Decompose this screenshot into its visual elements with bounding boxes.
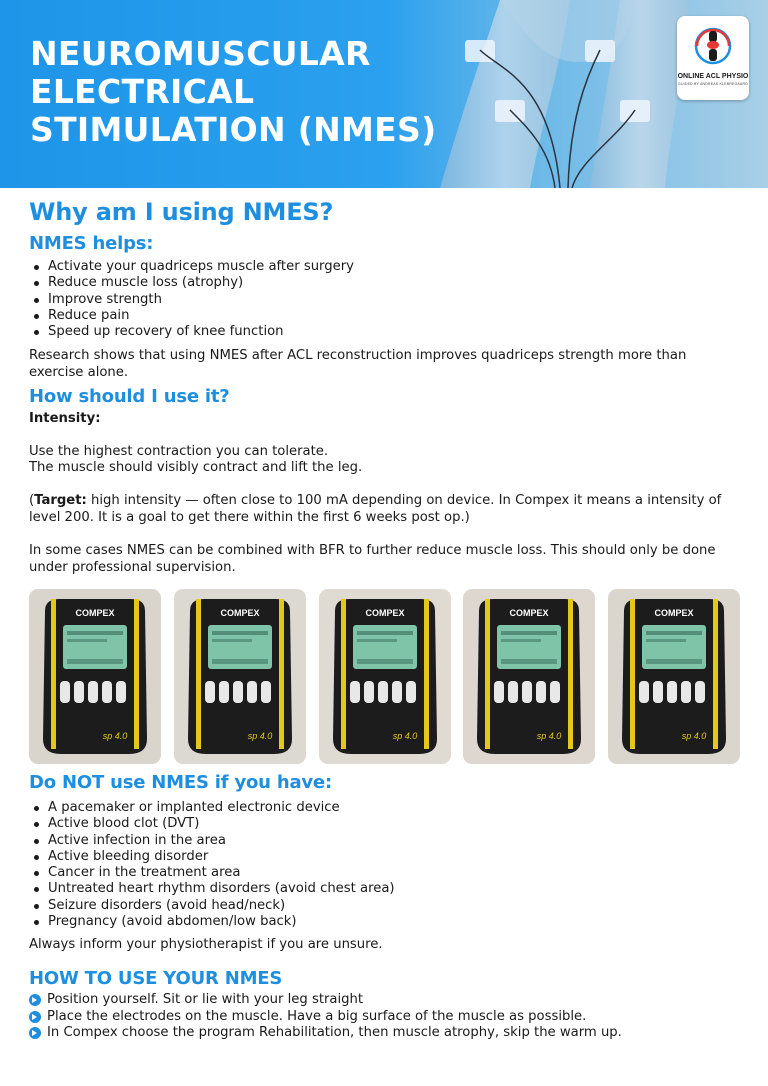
step-item xyxy=(29,1025,622,1042)
why-heading: Why am I using NMES? xyxy=(29,198,334,226)
list-item: Cancer in the treatment area xyxy=(29,865,395,881)
brand-label: COMPEX xyxy=(654,608,694,618)
list-item: Pregnancy (avoid abdomen/low back) xyxy=(29,914,395,930)
target-text xyxy=(29,493,741,526)
screen-line xyxy=(646,631,702,635)
device-button xyxy=(695,681,705,703)
list-item: Improve strength xyxy=(29,292,354,308)
list-item: Activate your quadriceps muscle after surgery xyxy=(29,259,354,275)
device-body xyxy=(43,599,147,754)
steps-heading: HOW TO USE YOUR NMES xyxy=(29,968,283,989)
device-button xyxy=(205,681,215,703)
screen-line xyxy=(646,639,686,642)
device-body xyxy=(477,599,581,754)
screen-line xyxy=(357,631,413,635)
device-button xyxy=(102,681,112,703)
research-text: Research shows that using NMES after ACL reconstruction improves quadriceps strength more than exercise alone. xyxy=(29,348,687,380)
device-button xyxy=(60,681,70,703)
device-button xyxy=(364,681,374,703)
device-button xyxy=(392,681,402,703)
device-stripe xyxy=(630,599,635,749)
step-item xyxy=(29,1009,622,1026)
how-heading: How should I use it? xyxy=(29,386,230,407)
device-stripe xyxy=(196,599,201,749)
target-label: Target: xyxy=(34,493,87,508)
device-photo xyxy=(319,589,451,764)
compex-device-image xyxy=(174,589,306,764)
device-button xyxy=(536,681,546,703)
screen-line xyxy=(67,639,107,642)
model-label: sp 4.0 xyxy=(681,731,707,741)
device-button xyxy=(74,681,84,703)
title-line: ELECTRICAL xyxy=(30,72,255,111)
device-button xyxy=(88,681,98,703)
model-label: sp 4.0 xyxy=(392,731,418,741)
device-button xyxy=(116,681,126,703)
list-item: A pacemaker or implanted electronic device xyxy=(29,800,395,816)
device-button xyxy=(494,681,504,703)
title-line: STIMULATION (NMES) xyxy=(30,110,437,149)
device-button xyxy=(522,681,532,703)
screen-line xyxy=(501,659,557,664)
screen-line xyxy=(212,631,268,635)
list-item: Reduce pain xyxy=(29,308,354,324)
model-label: sp 4.0 xyxy=(247,731,273,741)
benefits-list xyxy=(29,259,354,340)
page-title xyxy=(30,35,450,149)
inform-note: Always inform your physiotherapist if you are unsure. xyxy=(29,937,383,952)
device-button xyxy=(233,681,243,703)
brand-label: COMPEX xyxy=(509,608,549,618)
step-text: In Compex choose the program Rehabilitation, then muscle atrophy, skip the warm up. xyxy=(47,1025,622,1040)
list-item: Active bleeding disorder xyxy=(29,849,395,865)
device-button xyxy=(219,681,229,703)
list-item: Active infection in the area xyxy=(29,833,395,849)
device-photo xyxy=(463,589,595,764)
device-stripe xyxy=(485,599,490,749)
model-label: sp 4.0 xyxy=(102,731,128,741)
compex-device-image xyxy=(29,589,161,764)
device-button xyxy=(247,681,257,703)
brand-label: COMPEX xyxy=(365,608,405,618)
brand-label: COMPEX xyxy=(75,608,115,618)
bfr-text: In some cases NMES can be combined with BFR to further reduce muscle loss. This should only be done under professional supervision. xyxy=(29,543,716,575)
device-button xyxy=(261,681,271,703)
screen-line xyxy=(212,659,268,664)
device-body xyxy=(333,599,437,754)
list-item: Reduce muscle loss (atrophy) xyxy=(29,275,354,291)
list-item: Seizure disorders (avoid head/neck) xyxy=(29,898,395,914)
arrow-circle-icon xyxy=(29,1011,41,1023)
list-item: Active blood clot (DVT) xyxy=(29,816,395,832)
knee-logo-icon xyxy=(677,16,749,72)
list-item: Speed up recovery of knee function xyxy=(29,324,354,340)
target-open: ( xyxy=(29,493,35,508)
device-button xyxy=(508,681,518,703)
device-stripe xyxy=(279,599,284,749)
device-body xyxy=(188,599,292,754)
model-label: sp 4.0 xyxy=(536,731,562,741)
contra-list xyxy=(29,800,395,930)
device-button xyxy=(639,681,649,703)
contra-heading: Do NOT use NMES if you have: xyxy=(29,772,332,793)
screen-line xyxy=(212,639,252,642)
device-button xyxy=(653,681,663,703)
device-button xyxy=(667,681,677,703)
device-button xyxy=(378,681,388,703)
step-item xyxy=(29,992,622,1009)
step-text: Position yourself. Sit or lie with your leg straight xyxy=(47,992,364,1007)
device-button xyxy=(550,681,560,703)
step-text: Place the electrodes on the muscle. Have a big surface of the muscle as possible. xyxy=(47,1008,587,1024)
brand-label: COMPEX xyxy=(220,608,260,618)
device-photo xyxy=(608,589,740,764)
screen-line xyxy=(501,631,557,635)
list-item: Untreated heart rhythm disorders (avoid chest area) xyxy=(29,881,395,897)
device-body xyxy=(622,599,726,754)
arrow-circle-icon xyxy=(29,1027,41,1039)
device-photo xyxy=(29,589,161,764)
device-button xyxy=(406,681,416,703)
device-button xyxy=(681,681,691,703)
device-stripe xyxy=(341,599,346,749)
screen-line xyxy=(357,639,397,642)
title-line: NEUROMUSCULAR xyxy=(30,34,371,73)
screen-line xyxy=(67,631,123,635)
intensity-line: Use the highest contraction you can tolerate. xyxy=(29,444,329,459)
screen-line xyxy=(357,659,413,664)
device-stripe xyxy=(568,599,573,749)
arrow-circle-icon xyxy=(29,994,41,1006)
header-banner xyxy=(0,0,768,188)
steps-list xyxy=(29,992,622,1042)
intensity-line: The muscle should visibly contract and lift the leg. xyxy=(29,460,363,475)
device-photo xyxy=(174,589,306,764)
target-body: high intensity — often close to 100 mA depending on device. In Compex it means a intensity of level 200. It is a goal to get there within the first 6 weeks post op.) xyxy=(29,493,722,525)
device-button xyxy=(350,681,360,703)
compex-device-image xyxy=(608,589,740,764)
intensity-label: Intensity: xyxy=(29,411,101,426)
logo-name: ONLINE ACL PHYSIO xyxy=(677,73,749,80)
screen-line xyxy=(67,659,123,664)
screen-line xyxy=(646,659,702,664)
device-stripe xyxy=(134,599,139,749)
device-stripe xyxy=(51,599,56,749)
helps-subheading: NMES helps: xyxy=(29,233,154,254)
compex-device-image xyxy=(319,589,451,764)
device-stripe xyxy=(424,599,429,749)
device-photos xyxy=(29,589,740,764)
compex-device-image xyxy=(463,589,595,764)
logo xyxy=(677,16,749,100)
logo-subtitle: GUIDED BY ANDREAS KLEBREGAARD xyxy=(678,82,748,86)
device-stripe xyxy=(713,599,718,749)
screen-line xyxy=(501,639,541,642)
